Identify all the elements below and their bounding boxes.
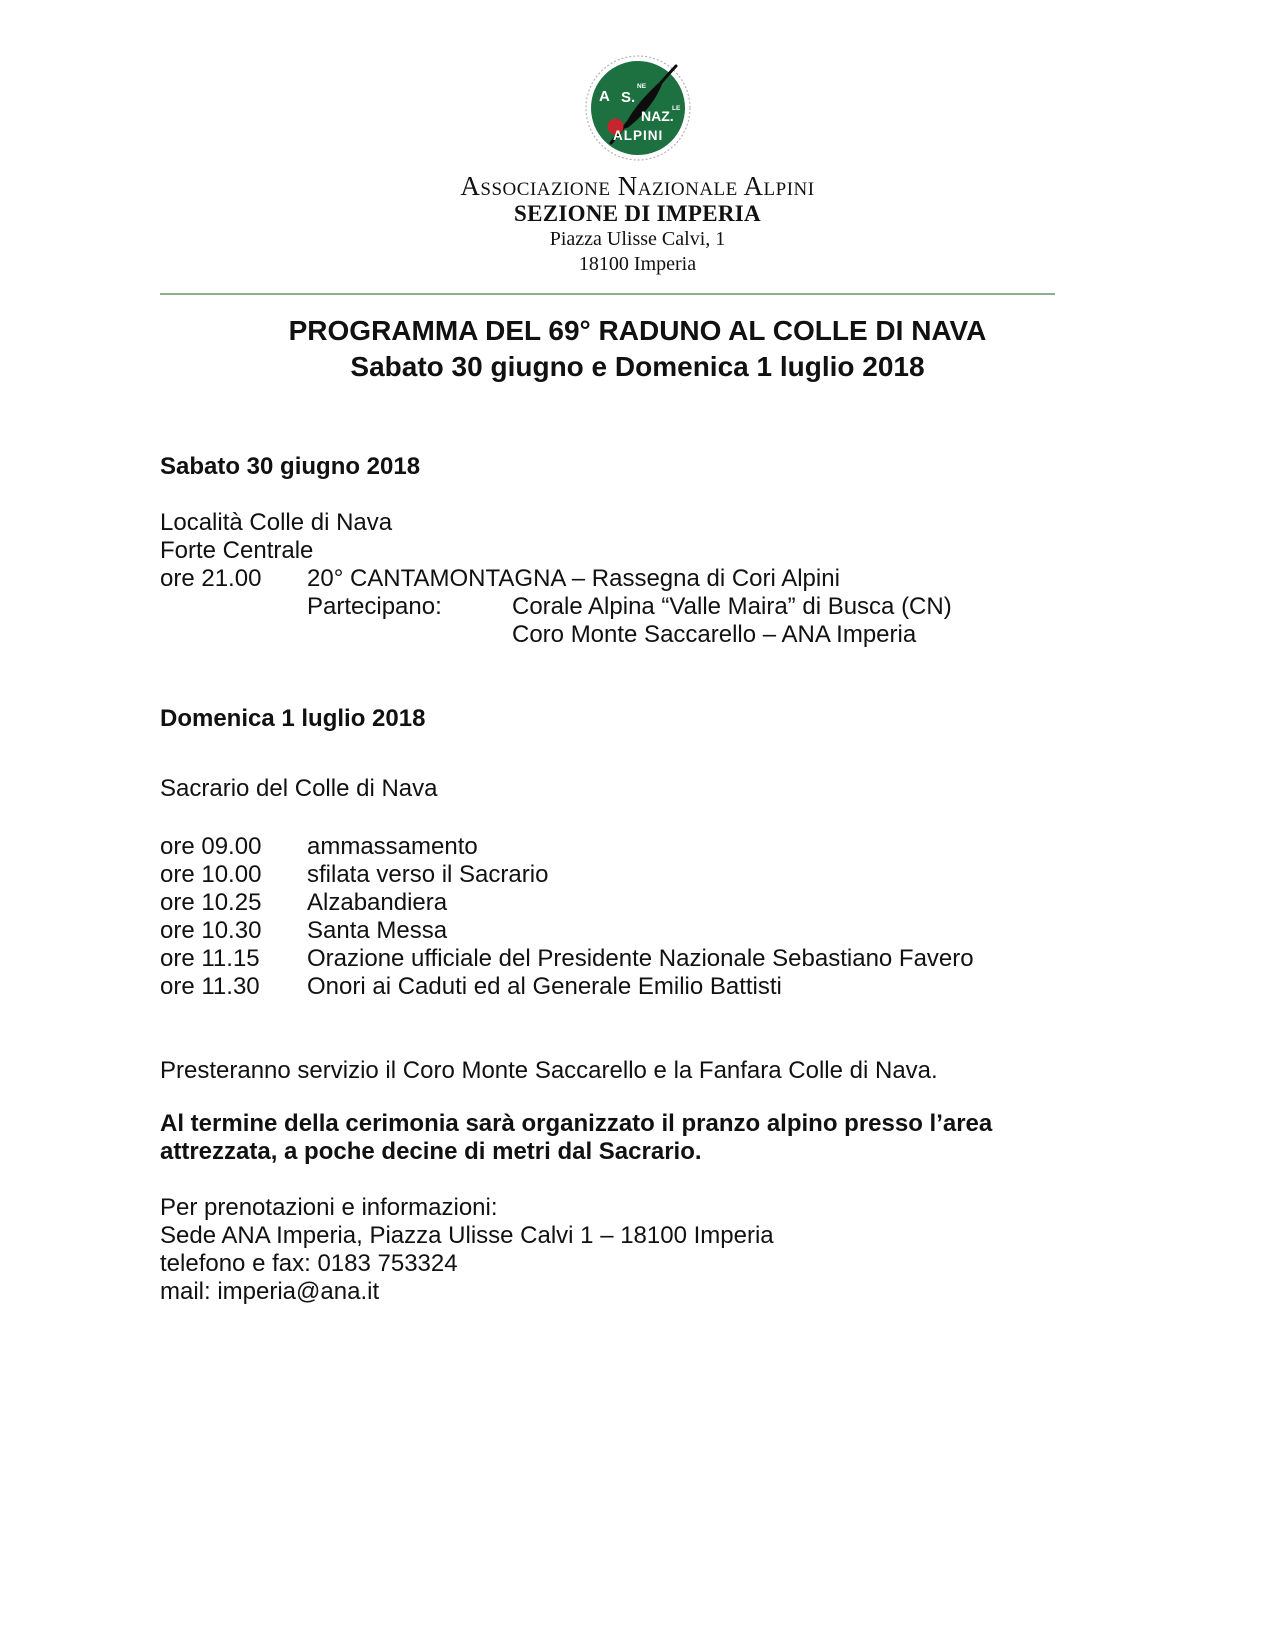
participant-2: Coro Monte Saccarello – ANA Imperia bbox=[512, 621, 917, 648]
saturday-location-1: Località Colle di Nava bbox=[160, 509, 393, 536]
participants-row-2 bbox=[160, 621, 1115, 649]
saturday-heading: Sabato 30 giugno 2018 bbox=[160, 453, 421, 480]
schedule-row bbox=[160, 973, 1115, 1001]
participant-1: Corale Alpina “Valle Maira” di Busca (CN) bbox=[512, 593, 952, 620]
contact-intro: Per prenotazioni e informazioni: bbox=[160, 1194, 498, 1221]
contact-block bbox=[160, 1194, 1115, 1306]
schedule-description: sfilata verso il Sacrario bbox=[307, 861, 549, 888]
sunday-heading: Domenica 1 luglio 2018 bbox=[160, 705, 426, 732]
schedule-time: ore 10.30 bbox=[160, 917, 262, 944]
schedule-time: ore 09.00 bbox=[160, 833, 262, 860]
participants-row-1 bbox=[160, 593, 1115, 621]
svg-text:A: A bbox=[598, 88, 610, 105]
schedule-description: Onori ai Caduti ed al Generale Emilio Battisti bbox=[307, 973, 782, 1000]
schedule-time: ore 10.00 bbox=[160, 861, 262, 888]
ana-logo-icon bbox=[585, 55, 691, 161]
svg-text:LE: LE bbox=[671, 105, 680, 112]
header-divider bbox=[160, 293, 1055, 295]
schedule-description: ammassamento bbox=[307, 833, 478, 860]
schedule-description: Orazione ufficiale del Presidente Nazionale Sebastiano Favero bbox=[307, 945, 974, 972]
saturday-event-row bbox=[160, 565, 1115, 593]
contact-address: Sede ANA Imperia, Piazza Ulisse Calvi 1 – 18100 Imperia bbox=[160, 1222, 774, 1249]
svg-text:NAZ.: NAZ. bbox=[640, 108, 674, 124]
service-note: Presteranno servizio il Coro Monte Saccarello e la Fanfara Colle di Nava. bbox=[160, 1057, 938, 1084]
schedule-time: ore 11.15 bbox=[160, 945, 260, 972]
schedule-description: Alzabandiera bbox=[307, 889, 448, 916]
svg-text:ALPINI: ALPINI bbox=[612, 128, 663, 143]
schedule-time: ore 10.25 bbox=[160, 889, 262, 916]
saturday-location-2: Forte Centrale bbox=[160, 537, 314, 564]
contact-email: mail: imperia@ana.it bbox=[160, 1278, 380, 1305]
svg-text:NE: NE bbox=[636, 83, 646, 90]
event-time: ore 21.00 bbox=[160, 565, 262, 592]
schedule-row bbox=[160, 889, 1115, 917]
schedule-description: Santa Messa bbox=[307, 917, 448, 944]
section-name: SEZIONE DI IMPERIA bbox=[514, 201, 761, 226]
lunch-note bbox=[160, 1110, 1115, 1166]
lunch-note-line-2: attrezzata, a poche decine di metri dal Sacrario. bbox=[160, 1138, 702, 1165]
lunch-note-line-1: Al termine della cerimonia sarà organizzato il pranzo alpino presso l’area bbox=[160, 1110, 993, 1137]
event-description: 20° CANTAMONTAGNA – Rassegna di Cori Alpini bbox=[307, 565, 840, 592]
program-title-line-2: Sabato 30 giugno e Domenica 1 luglio 2018 bbox=[350, 351, 925, 382]
org-name: Associazione Nazionale Alpini bbox=[460, 171, 815, 201]
contact-phone: telefono e fax: 0183 753324 bbox=[160, 1250, 458, 1277]
letterhead bbox=[160, 0, 1115, 277]
schedule-row bbox=[160, 833, 1115, 861]
program-title bbox=[160, 313, 1115, 385]
svg-text:S.: S. bbox=[620, 89, 635, 106]
schedule-time: ore 11.30 bbox=[160, 973, 260, 1000]
sunday-location: Sacrario del Colle di Nava bbox=[160, 775, 438, 802]
sunday-schedule bbox=[160, 833, 1115, 1001]
schedule-row bbox=[160, 861, 1115, 889]
participants-label: Partecipano: bbox=[307, 593, 442, 620]
program-title-line-1: PROGRAMMA DEL 69° RADUNO AL COLLE DI NAVA bbox=[288, 315, 987, 346]
schedule-row bbox=[160, 917, 1115, 945]
address-line-2: 18100 Imperia bbox=[578, 253, 697, 275]
schedule-row bbox=[160, 945, 1115, 973]
address-line-1: Piazza Ulisse Calvi, 1 bbox=[549, 228, 726, 250]
saturday-block bbox=[160, 509, 1115, 649]
